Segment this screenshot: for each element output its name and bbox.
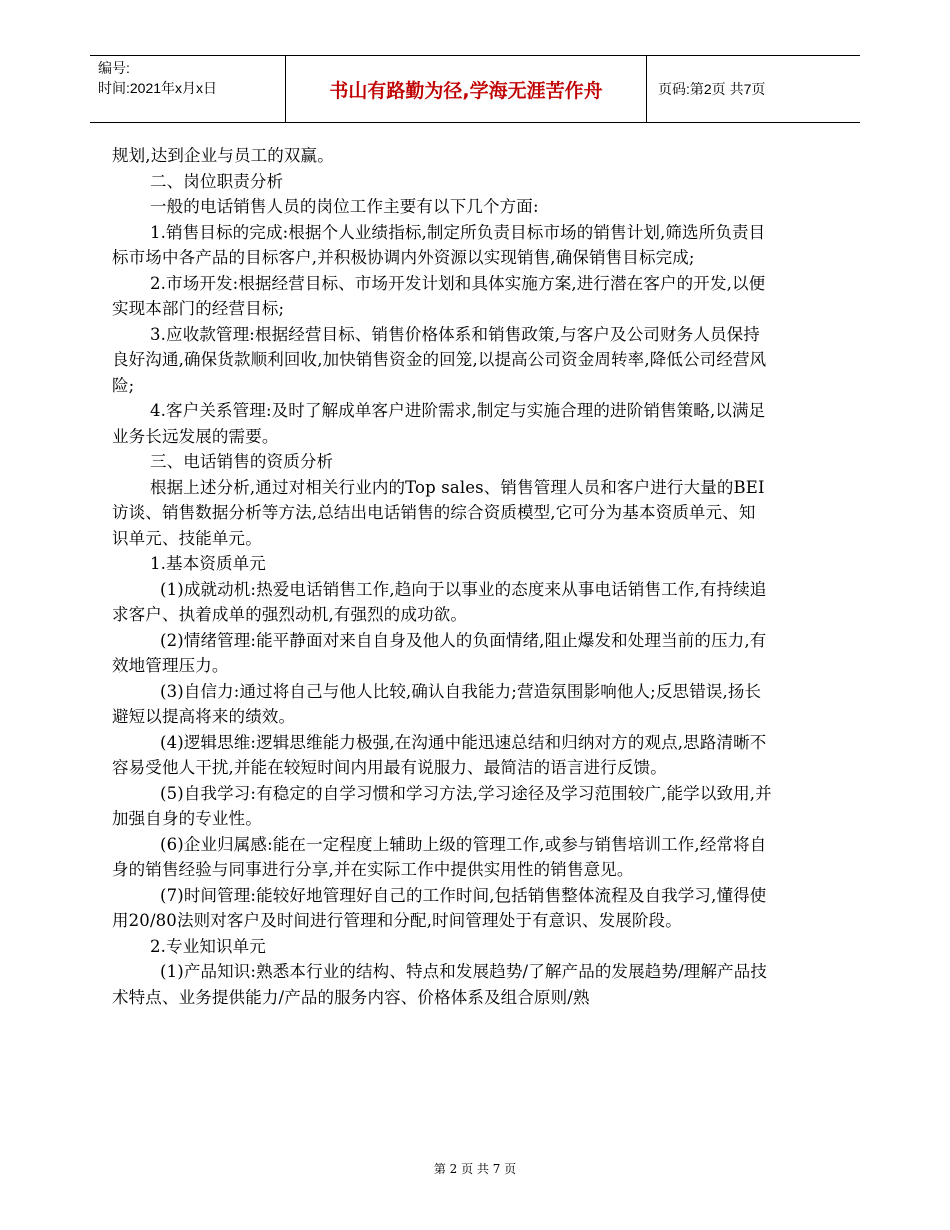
document-body [112,143,772,1010]
paragraph: 一般的电话销售人员的岗位工作主要有以下几个方面: [150,197,539,216]
paragraph: 规划,达到企业与员工的双赢。 [112,146,334,165]
section-heading: 二、岗位职责分析 [150,171,284,191]
list-item: (6)企业归属感:能在一定程度上辅助上级的管理工作,或参与销售培训工作,经常将自身的销售经验与同事进行分享,并在实际工作中提供实用性的销售意见。 [112,834,767,879]
subsection-heading: 2.专业知识单元 [150,936,266,956]
list-item: 2.市场开发:根据经营目标、市场开发计划和具体实施方案,进行潜在客户的开发,以便实现本部门的经营目标; [112,273,766,318]
header-left [98,58,288,98]
paragraph: 根据上述分析,通过对相关行业内的Top sales、销售管理人员和客户进行大量的BEI访谈、销售数据分析等方法,总结出电话销售的综合资质模型,它可分为基本资质单元、知识单元、技能单元。 [112,477,765,548]
list-item: (2)情绪管理:能平静面对来自自身及他人的负面情绪,阻止爆发和处理当前的压力,有效地管理压力。 [112,630,767,675]
list-item: (1)产品知识:熟悉本行业的结构、特点和发展趋势/了解产品的发展趋势/理解产品技术特点、业务提供能力/产品的服务内容、价格体系及组合原则/熟 [112,962,768,1007]
header-page-info: 页码:第2页 共7页 [658,81,766,97]
number-label: 编号: [98,60,130,76]
section-heading: 三、电话销售的资质分析 [150,452,334,471]
list-item: (4)逻辑思维:逻辑思维能力极强,在沟通中能迅速总结和归纳对方的观点,思路清晰不容易受他人干扰,并能在较短时间内用最有说服力、最简洁的语言进行反馈。 [112,732,767,777]
page-footer: 第 2 页 共 7 页 [433,1162,517,1176]
subsection-heading: 1.基本资质单元 [150,554,266,573]
time-label: 时间:2021年x月x日 [98,80,218,96]
list-item: (1)成就动机:热爱电话销售工作,趋向于以事业的态度来从事电话销售工作,有持续追求客户、执着成单的强烈动机,有强烈的成功欲。 [112,579,767,624]
list-item: 1.销售目标的完成:根据个人业绩指标,制定所负责目标市场的销售计划,筛选所负责目标市场中各产品的目标客户,并积极协调内外资源以实现销售,确保销售目标完成; [112,222,766,267]
header-motto: 书山有路勤为径,学海无涯苦作舟 [285,56,647,122]
page-header [90,55,860,123]
list-item: (5)自我学习:有稳定的自学习惯和学习方法,学习途径及学习范围较广,能学以致用,并加强自身的专业性。 [112,783,772,828]
list-item: (7)时间管理:能较好地管理好自己的工作时间,包括销售整体流程及自我学习,懂得使用20/80法则对客户及时间进行管理和分配,时间管理处于有意识、发展阶段。 [112,885,767,930]
list-item: (3)自信力:通过将自己与他人比较,确认自我能力;营造氛围影响他人;反思错误,扬长避短以提高将来的绩效。 [112,681,762,726]
list-item: 4.客户关系管理:及时了解成单客户进阶需求,制定与实施合理的进阶销售策略,以满足业务长远发展的需要。 [112,401,766,446]
list-item: 3.应收款管理:根据经营目标、销售价格体系和销售政策,与客户及公司财务人员保持良好沟通,确保货款顺利回收,加快销售资金的回笼,以提高公司资金周转率,降低公司经营风险; [112,324,767,395]
